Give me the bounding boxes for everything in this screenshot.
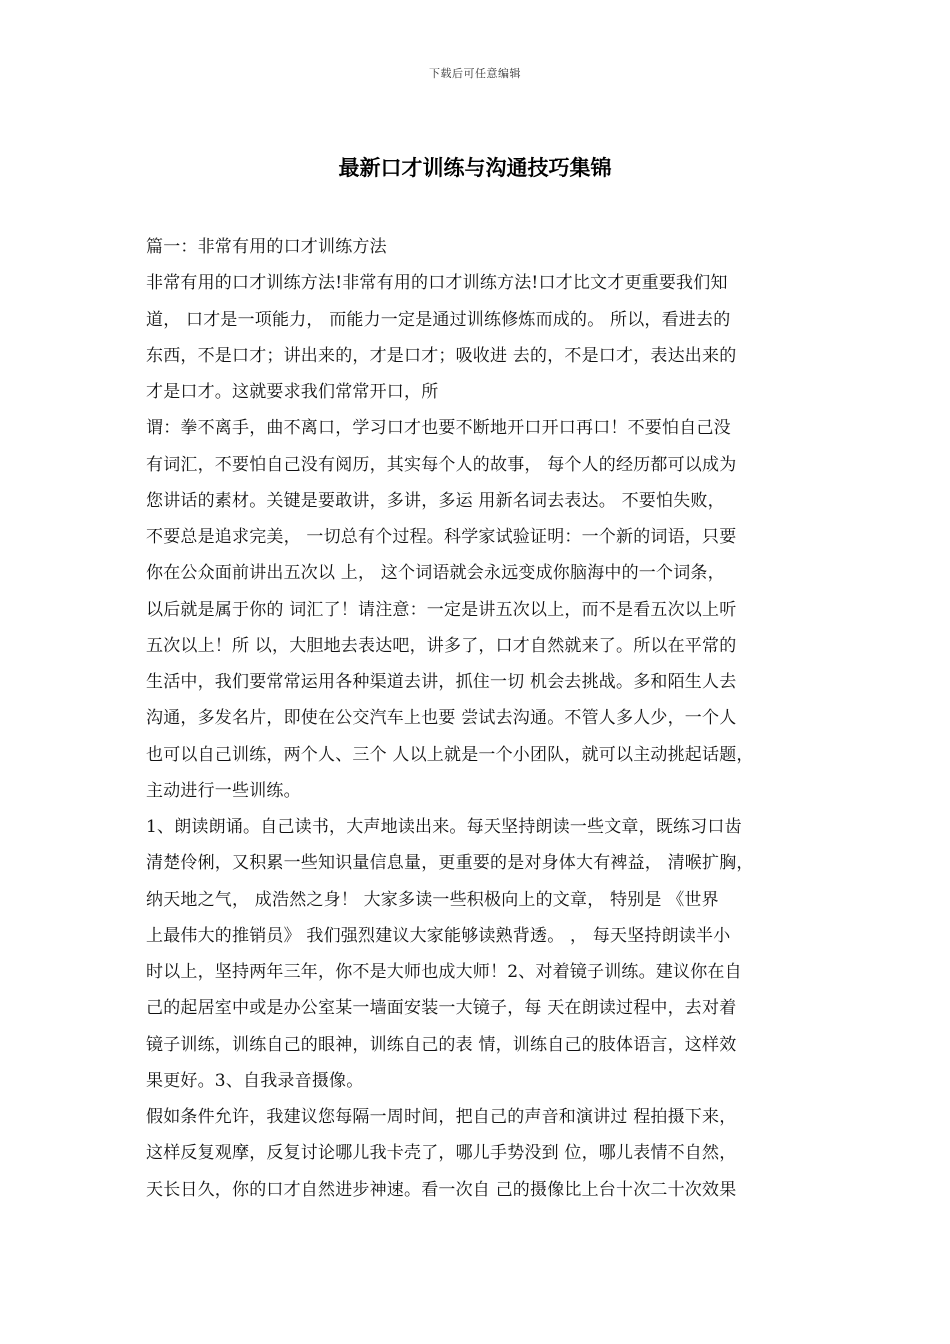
text-line: 天长日久，你的口才自然进步神速。看一次自 己的摄像比上台十次二十次效果 [146, 1179, 737, 1200]
text-line: 有词汇，不要怕自己没有阅历，其实每个人的故事， 每个人的经历都可以成为 [146, 454, 737, 475]
text-line: 假如条件允许，我建议您每隔一周时间，把自己的声音和演讲过 程拍摄下来， [146, 1107, 737, 1127]
text-line: 谓：拳不离手，曲不离口，学习口才也要不断地开口开口再口！不要怕自己没 [146, 418, 731, 439]
text-line: 你在公众面前讲出五次以 上， 这个词语就会永远变成你脑海中的一个词条， [146, 563, 725, 584]
header-note: 下载后可任意编辑 [429, 67, 521, 80]
text-line: 东西，不是口才；讲出来的，才是口才；吸收进 去的，不是口才，表达出来的 [146, 345, 737, 366]
text-line: 才是口才。这就要求我们常常开口，所 [146, 382, 439, 402]
text-line: 也可以自己训练，两个人、三个 人以上就是一个小团队，就可以主动挑起话题， [146, 744, 754, 765]
text-line: 五次以上！所 以，大胆地去表达吧，讲多了，口才自然就来了。所以在平常的 [146, 635, 737, 656]
text-line: 以后就是属于你的 词汇了！请注意：一定是讲五次以上，而不是看五次以上听 [146, 599, 737, 620]
page-title: 最新口才训练与沟通技巧集锦 [338, 155, 612, 180]
text-line: 上最伟大的推销员》 我们强烈建议大家能够读熟背透。 ， 每天坚持朗读半小 [146, 925, 731, 946]
section-heading: 篇一：非常有用的口才训练方法 [146, 237, 387, 257]
text-line: 己的起居室中或是办公室某一墙面安装一大镜子，每 天在朗读过程中，去对着 [146, 998, 737, 1019]
body-text [146, 229, 821, 1208]
text-line: 果更好。3、自我录音摄像。 [146, 1070, 364, 1091]
text-line: 清楚伶俐，又积累一些知识量信息量，更重要的是对身体大有裨益， 清喉扩胸， [146, 853, 754, 874]
text-line: 您讲话的素材。关键是要敢讲，多讲，多运 用新名词去表达。 不要怕失败， [146, 490, 725, 511]
text-line: 这样反复观摩，反复讨论哪儿我卡壳了，哪儿手势没到 位，哪儿表情不自然， [146, 1143, 737, 1164]
text-line: 时以上，坚持两年三年，你不是大师也成大师！2、对着镜子训练。建议你在自 [146, 962, 742, 982]
text-line: 道， 口才是一项能力， 而能力一定是通过训练修炼而成的。 所以，看进去的 [146, 309, 731, 330]
text-line: 不要总是追求完美， 一切总有个过程。科学家试验证明：一个新的词语，只要 [146, 527, 737, 547]
text-line: 沟通，多发名片，即使在公交汽车上也要 尝试去沟通。不管人多人少，一个人 [146, 708, 737, 729]
text-line: 1、朗读朗诵。自己读书，大声地读出来。每天坚持朗读一些文章，既练习口齿 [146, 817, 742, 837]
text-line: 非常有用的口才训练方法!非常有用的口才训练方法!口才比文才更重要我们知 [146, 273, 728, 294]
text-line: 镜子训练，训练自己的眼神，训练自己的表 情，训练自己的肢体语言，这样效 [146, 1034, 737, 1055]
text-line: 主动进行一些训练。 [146, 780, 301, 801]
text-line: 生活中，我们要常常运用各种渠道去讲，抓住一切 机会去挑战。多和陌生人去 [146, 672, 737, 692]
text-line: 纳天地之气， 成浩然之身！ 大家多读一些积极向上的文章， 特别是 《世界 [146, 889, 719, 910]
